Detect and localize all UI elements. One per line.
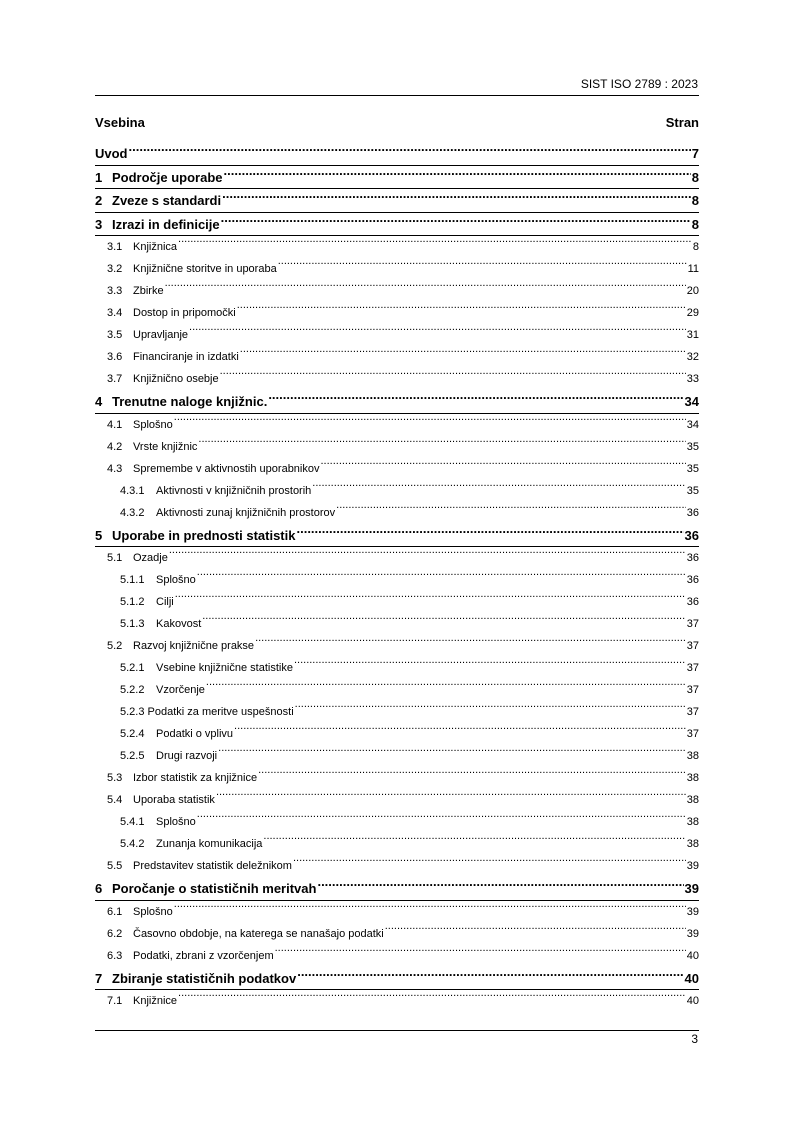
toc-header xyxy=(95,114,699,132)
toc-entries xyxy=(95,142,699,1012)
toc-entry-page: 39 xyxy=(686,905,699,918)
toc-entry-number: 3.4 xyxy=(107,307,123,319)
toc-entry-title: Knjižnica xyxy=(133,241,178,253)
dot-leader xyxy=(294,660,686,671)
toc-entry-number: 7.1 xyxy=(107,995,123,1007)
toc-entry-number: 5 xyxy=(95,527,103,543)
toc-entry-number: 4.3.1 xyxy=(120,484,145,497)
toc-entry[interactable] xyxy=(95,436,699,458)
toc-entry-page: 38 xyxy=(686,816,699,828)
dot-leader xyxy=(169,550,686,561)
toc-entry-number: 4.3.2 xyxy=(120,506,145,519)
toc-entry[interactable] xyxy=(95,990,699,1012)
dot-leader xyxy=(129,145,691,158)
toc-entry[interactable] xyxy=(95,524,699,548)
toc-entry-number: 3.7 xyxy=(107,373,123,385)
toc-entry-title: Dostop in pripomočki xyxy=(133,307,236,319)
toc-entry-number: 5.2.5 xyxy=(120,750,145,762)
toc-entry-page: 37 xyxy=(686,640,699,652)
toc-entry-number: 3.2 xyxy=(107,263,123,275)
toc-entry-number: 3.5 xyxy=(107,329,123,341)
toc-entry-title: Upravljanje xyxy=(133,329,189,341)
dot-leader xyxy=(240,349,686,360)
dot-leader xyxy=(293,858,686,869)
toc-entry[interactable] xyxy=(95,547,699,569)
toc-entry-title: Izbor statistik za knjižnice xyxy=(133,772,258,784)
toc-entry-number: 3 xyxy=(95,216,103,232)
toc-entry-title: Zunanja komunikacija xyxy=(156,838,263,850)
dot-leader xyxy=(234,726,686,737)
toc-entry-page: 29 xyxy=(686,307,699,319)
toc-entry-title: Zveze s standardi xyxy=(112,193,222,208)
toc-entry[interactable] xyxy=(95,833,699,855)
dot-leader xyxy=(206,682,686,693)
dot-leader xyxy=(222,192,691,205)
toc-entry-title: Uporaba statistik xyxy=(133,794,215,806)
toc-entry[interactable] xyxy=(95,569,699,591)
toc-title: Vsebina xyxy=(95,115,145,130)
dot-leader xyxy=(297,970,683,983)
toc-entry[interactable] xyxy=(95,302,699,324)
toc-entry[interactable] xyxy=(95,967,699,991)
toc-entry-title: Drugi razvoji xyxy=(156,750,218,762)
dot-leader xyxy=(312,483,685,494)
toc-entry-page: 36 xyxy=(684,527,699,543)
toc-entry-page: 8 xyxy=(691,216,699,232)
dot-leader xyxy=(278,261,687,272)
toc-entry[interactable] xyxy=(95,855,699,877)
dot-leader xyxy=(317,880,683,893)
dot-leader xyxy=(336,505,686,516)
toc-entry-title: Splošno xyxy=(133,418,173,431)
toc-entry[interactable] xyxy=(95,901,699,923)
toc-entry-title: Kakovost xyxy=(156,618,202,630)
document-code: SIST ISO 2789 : 2023 xyxy=(580,77,698,91)
toc-entry[interactable] xyxy=(95,258,699,280)
toc-entry-title: Knjižnične storitve in uporaba xyxy=(133,263,277,275)
toc-entry[interactable] xyxy=(95,142,699,166)
dot-leader xyxy=(258,770,686,781)
toc-entry-page: 31 xyxy=(686,329,699,341)
toc-entry[interactable] xyxy=(95,280,699,302)
toc-entry-title: Razvoj knjižnične prakse xyxy=(133,640,255,652)
toc-entry-number: 5.5 xyxy=(107,860,123,872)
toc-entry-title: Zbirke xyxy=(133,285,164,297)
toc-entry[interactable] xyxy=(95,613,699,635)
toc-entry-page: 34 xyxy=(686,418,699,431)
toc-entry-title: Uvod xyxy=(95,146,128,161)
toc-entry-number: 6 xyxy=(95,881,103,896)
toc-entry-page: 34 xyxy=(684,394,699,409)
toc-entry[interactable] xyxy=(95,236,699,258)
toc-entry-number: 5.1 xyxy=(107,552,123,564)
toc-entry-title: Področje uporabe xyxy=(112,169,223,185)
toc-entry-number: 5.2 xyxy=(107,640,123,652)
toc-entry-page: 33 xyxy=(686,373,699,385)
toc-entry[interactable] xyxy=(95,635,699,657)
dot-leader xyxy=(237,305,686,316)
dot-leader xyxy=(218,748,686,759)
toc-entry-title: Aktivnosti zunaj knjižničnih prostorov xyxy=(156,506,336,519)
toc-entry-title: Časovno obdobje, na katerega se nanašajo podatki xyxy=(133,927,384,940)
toc-entry-title: Poročanje o statističnih meritvah xyxy=(112,881,317,896)
dot-leader xyxy=(275,948,686,959)
toc-entry-page: 39 xyxy=(686,860,699,872)
toc-entry-number: 3.6 xyxy=(107,351,123,363)
toc-entry-page: 39 xyxy=(686,927,699,940)
toc-entry[interactable] xyxy=(95,324,699,346)
toc-entry-page: 20 xyxy=(686,285,699,297)
toc-entry-title: Zbiranje statističnih podatkov xyxy=(112,970,297,986)
toc-entry-number: 5.4 xyxy=(107,794,123,806)
dot-leader xyxy=(224,169,691,182)
toc-entry-title: Cilji xyxy=(156,596,174,608)
toc-entry-number: 5.1.2 xyxy=(120,596,145,608)
toc-entry-number: 5.4.1 xyxy=(120,816,145,828)
dot-leader xyxy=(174,904,686,915)
dot-leader xyxy=(221,216,691,229)
dot-leader xyxy=(263,836,685,847)
toc-entry-number: 4.3 xyxy=(107,462,123,475)
dot-leader xyxy=(197,814,686,825)
toc-entry-page: 38 xyxy=(686,838,699,850)
toc-entry[interactable] xyxy=(95,390,699,414)
toc-entry-page: 11 xyxy=(687,263,699,275)
toc-entry-title: 5.2.3 Podatki za meritve uspešnosti xyxy=(120,706,294,718)
toc-entry[interactable] xyxy=(95,657,699,679)
toc-entry-title: Izrazi in definicije xyxy=(112,216,220,232)
toc-entry[interactable] xyxy=(95,480,699,502)
toc-entry-number: 4 xyxy=(95,394,103,409)
toc-entry-number: 3.1 xyxy=(107,241,123,253)
toc-entry-number: 5.2.2 xyxy=(120,684,145,696)
dot-leader xyxy=(189,327,686,338)
toc-entry-page: 38 xyxy=(686,772,699,784)
toc-entry-number: 5.1.1 xyxy=(120,574,145,586)
toc-entry-title: Splošno xyxy=(156,574,196,586)
toc-entry-number: 3.3 xyxy=(107,285,123,297)
toc-entry[interactable] xyxy=(95,877,699,901)
toc-entry-title: Trenutne naloge knjižnic. xyxy=(112,394,268,409)
toc-entry-page: 7 xyxy=(691,146,699,161)
toc-entry[interactable] xyxy=(95,923,699,945)
toc-page-column-label: Stran xyxy=(665,115,699,130)
toc-entry-page: 37 xyxy=(686,684,699,696)
toc-entry-page: 37 xyxy=(686,728,699,740)
dot-leader xyxy=(178,239,692,250)
toc-entry-number: 5.1.3 xyxy=(120,618,145,630)
toc-entry-page: 35 xyxy=(686,462,699,475)
toc-entry-number: 2 xyxy=(95,193,103,208)
toc-entry-number: 4.2 xyxy=(107,440,123,453)
dot-leader xyxy=(165,283,686,294)
toc-entry[interactable] xyxy=(95,346,699,368)
toc-entry-number: 6.3 xyxy=(107,949,123,962)
dot-leader xyxy=(220,371,686,382)
toc-entry-page: 37 xyxy=(686,706,699,718)
dot-leader xyxy=(202,616,686,627)
toc-entry-number: 4.1 xyxy=(107,418,123,431)
toc-entry-number: 5.2.1 xyxy=(120,662,145,674)
page-number: 3 xyxy=(691,1032,698,1046)
toc-entry-number: 6.2 xyxy=(107,927,123,940)
toc-entry-page: 32 xyxy=(686,351,699,363)
toc-entry-page: 36 xyxy=(686,506,699,519)
footer-rule xyxy=(95,1030,699,1031)
toc-entry-title: Vsebine knjižnične statistike xyxy=(156,662,293,674)
dot-leader xyxy=(175,594,686,605)
toc-entry-page: 36 xyxy=(686,596,699,608)
toc-entry-title: Financiranje in izdatki xyxy=(133,351,239,363)
table-of-contents xyxy=(95,114,699,1012)
toc-entry[interactable] xyxy=(95,679,699,701)
toc-entry-title: Splošno xyxy=(133,905,173,918)
toc-entry-page: 8 xyxy=(691,193,699,208)
toc-entry[interactable] xyxy=(95,502,699,524)
toc-entry-title: Uporabe in prednosti statistik xyxy=(112,527,296,543)
toc-entry-page: 35 xyxy=(686,484,699,497)
toc-entry-title: Ozadje xyxy=(133,552,168,564)
toc-entry[interactable] xyxy=(95,458,699,480)
toc-entry-title: Knjižnice xyxy=(133,995,178,1007)
toc-entry[interactable] xyxy=(95,213,699,237)
dot-leader xyxy=(198,439,685,450)
toc-entry-title: Podatki o vplivu xyxy=(156,728,234,740)
toc-entry-number: 5.2.4 xyxy=(120,728,145,740)
dot-leader xyxy=(174,417,686,428)
toc-entry-page: 40 xyxy=(686,995,699,1007)
dot-leader xyxy=(320,461,685,472)
toc-entry[interactable] xyxy=(95,189,699,213)
toc-entry[interactable] xyxy=(95,166,699,190)
toc-entry-number: 7 xyxy=(95,970,103,986)
toc-entry-number: 1 xyxy=(95,169,103,185)
header-rule xyxy=(95,95,699,96)
dot-leader xyxy=(385,926,686,937)
toc-entry-number: 6.1 xyxy=(107,905,123,918)
toc-entry-page: 40 xyxy=(684,970,699,986)
toc-entry[interactable] xyxy=(95,945,699,967)
toc-entry-page: 40 xyxy=(686,949,699,962)
toc-entry-page: 36 xyxy=(686,574,699,586)
toc-entry-title: Spremembe v aktivnostih uporabnikov xyxy=(133,462,320,475)
toc-entry[interactable] xyxy=(95,414,699,436)
toc-entry-page: 38 xyxy=(686,794,699,806)
toc-entry-page: 8 xyxy=(692,241,699,253)
toc-entry[interactable] xyxy=(95,745,699,767)
dot-leader xyxy=(296,527,683,540)
toc-entry-page: 35 xyxy=(686,440,699,453)
toc-entry[interactable] xyxy=(95,723,699,745)
toc-entry-number: 5.3 xyxy=(107,772,123,784)
toc-entry[interactable] xyxy=(95,767,699,789)
toc-entry-page: 37 xyxy=(686,618,699,630)
toc-entry-title: Predstavitev statistik deležnikom xyxy=(133,860,292,872)
toc-entry-title: Podatki, zbrani z vzorčenjem xyxy=(133,949,274,962)
toc-entry-page: 37 xyxy=(686,662,699,674)
toc-entry-page: 38 xyxy=(686,750,699,762)
dot-leader xyxy=(216,792,686,803)
toc-entry-title: Splošno xyxy=(156,816,196,828)
toc-entry-title: Vrste knjižnic xyxy=(133,440,198,453)
dot-leader xyxy=(268,393,683,406)
dot-leader xyxy=(295,704,686,715)
dot-leader xyxy=(178,993,686,1004)
dot-leader xyxy=(255,638,686,649)
dot-leader xyxy=(197,572,686,583)
toc-entry[interactable] xyxy=(95,368,699,390)
toc-entry[interactable] xyxy=(95,789,699,811)
toc-entry[interactable] xyxy=(95,591,699,613)
toc-entry-title: Aktivnosti v knjižničnih prostorih xyxy=(156,484,312,497)
toc-entry-page: 39 xyxy=(684,881,699,896)
toc-entry-number: 5.4.2 xyxy=(120,838,145,850)
toc-entry[interactable] xyxy=(95,811,699,833)
toc-entry-page: 36 xyxy=(686,552,699,564)
toc-entry-title: Vzorčenje xyxy=(156,684,205,696)
toc-entry[interactable] xyxy=(95,701,699,723)
toc-entry-page: 8 xyxy=(691,169,699,185)
toc-entry-title: Knjižnično osebje xyxy=(133,373,219,385)
